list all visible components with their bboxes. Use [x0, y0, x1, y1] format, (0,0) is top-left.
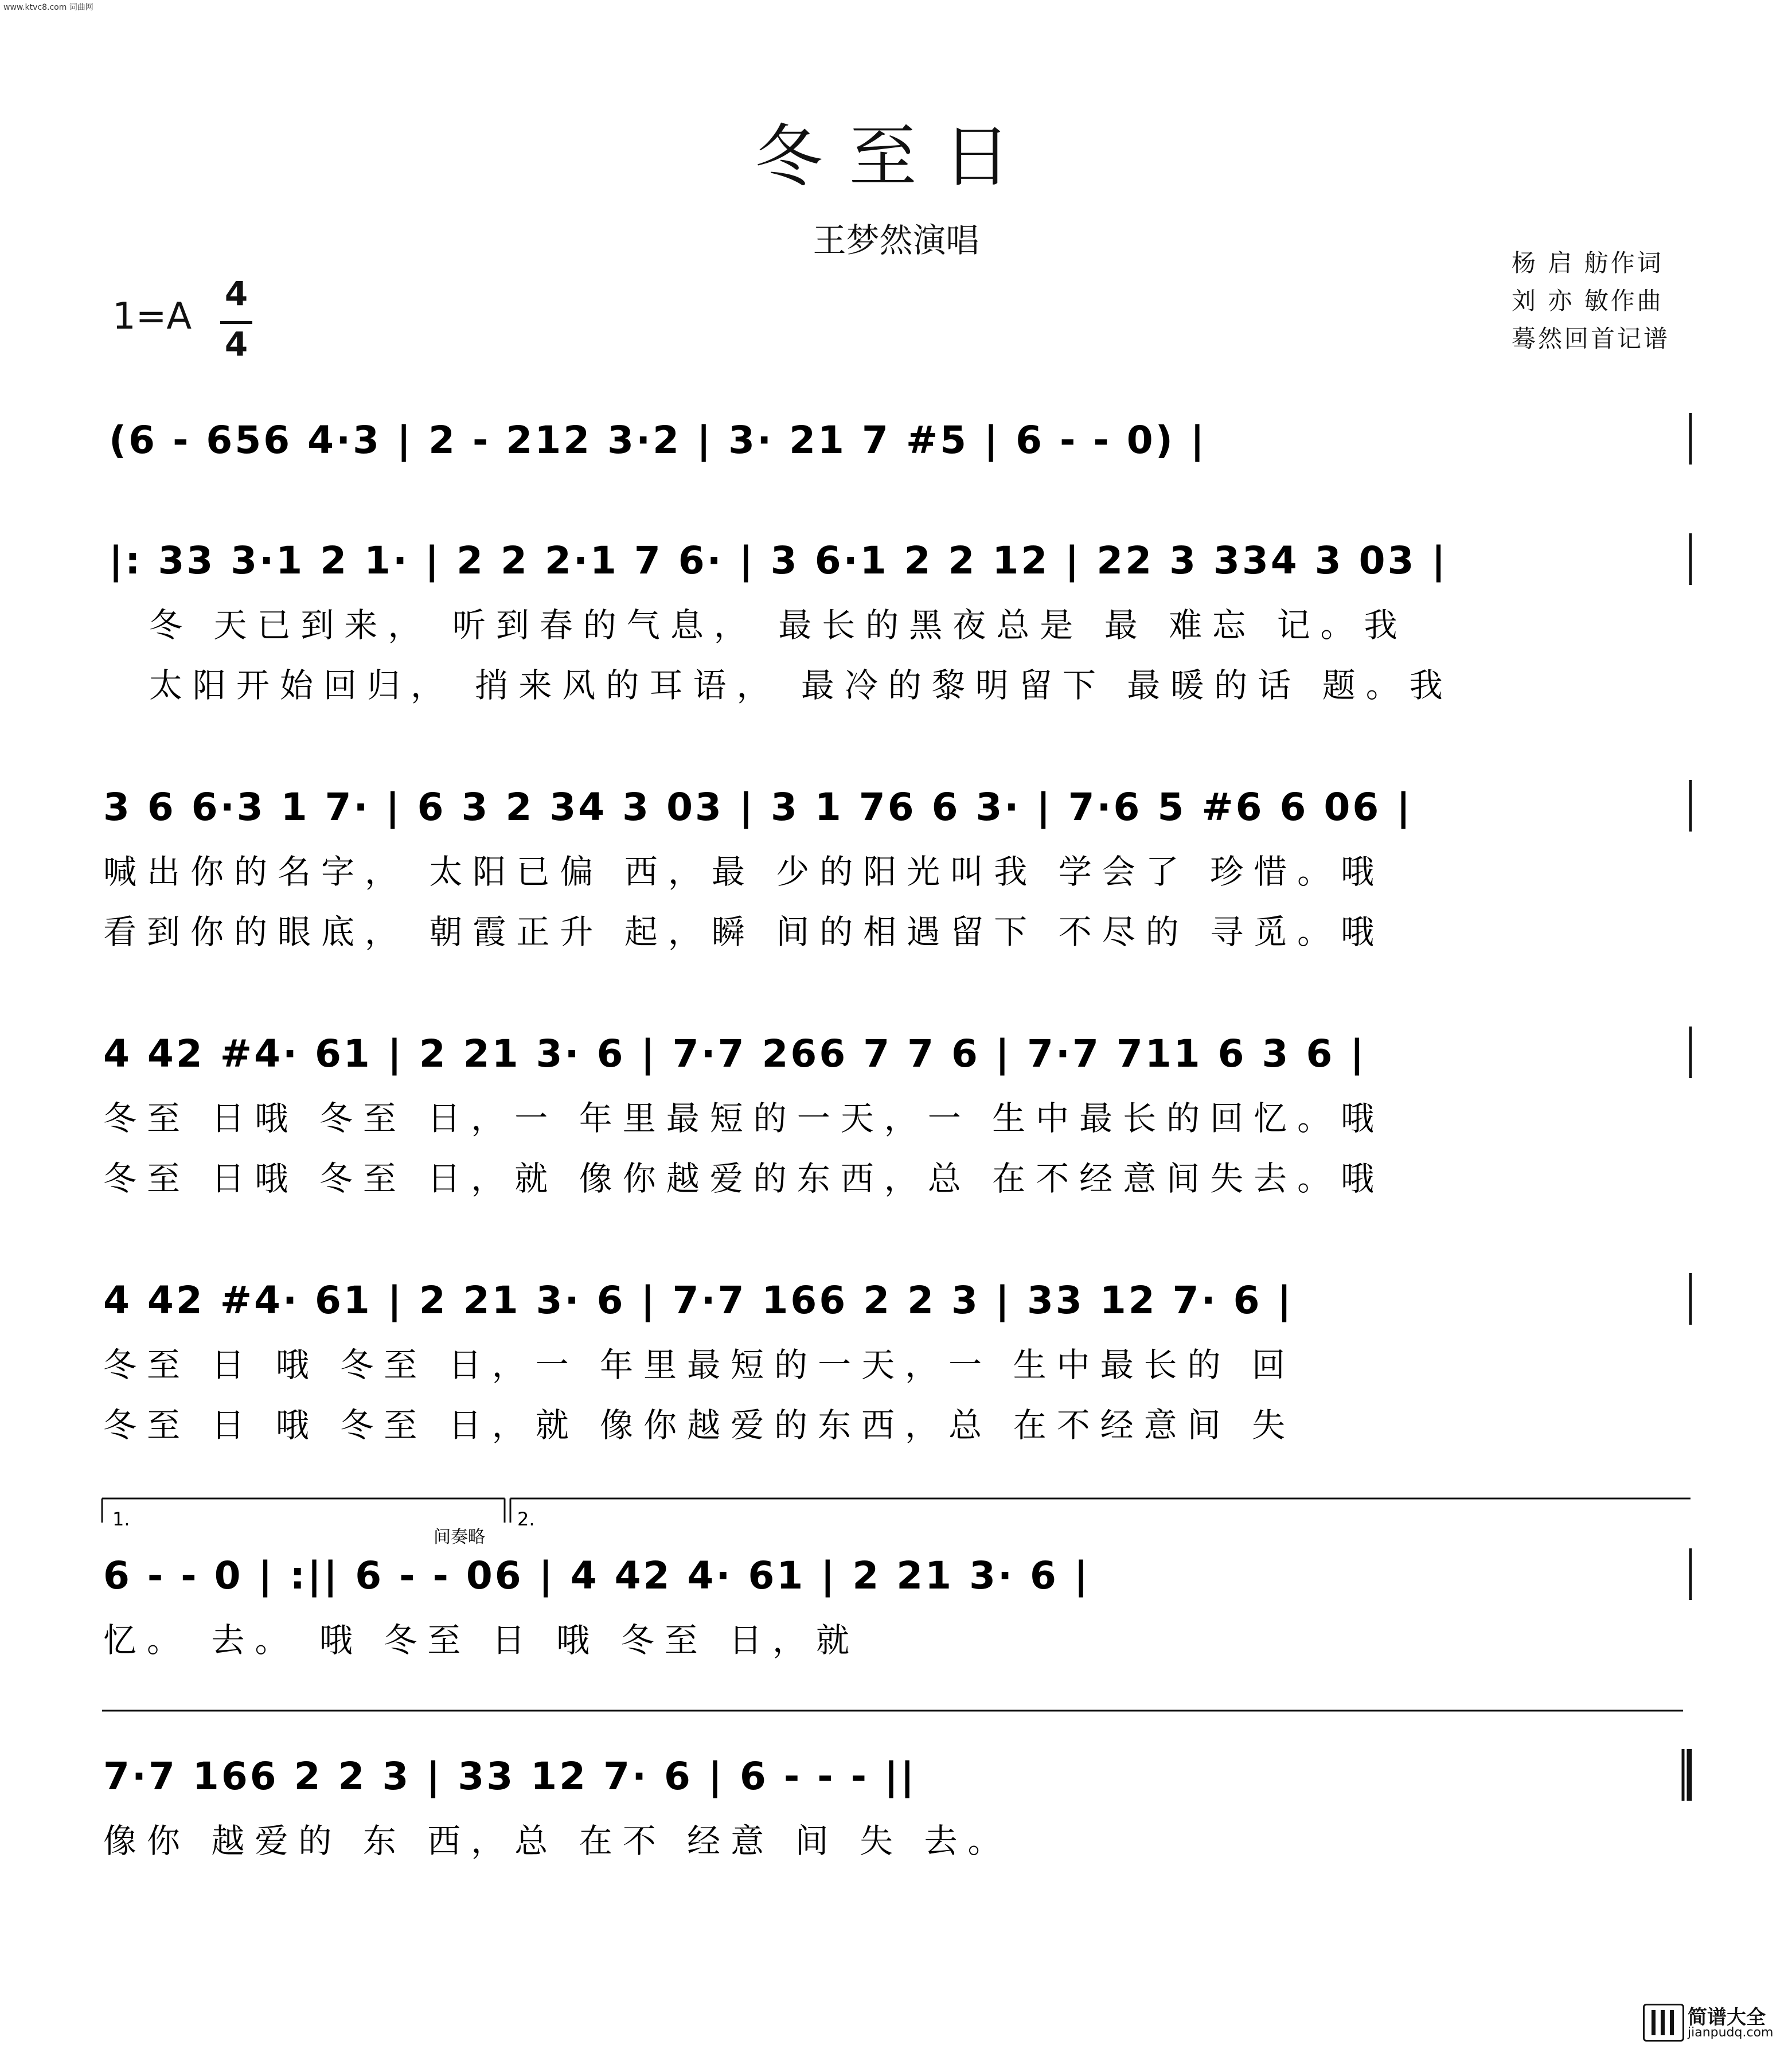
- song-title: 冬至日: [755, 117, 1037, 196]
- logo-domain: jianpudq.com: [1688, 2026, 1774, 2040]
- volta-brackets: [102, 1498, 1691, 1523]
- lyrics-row-4-verse-1: 冬至 日哦 冬至 日，一 年里最短的一天，一 生中最长的回忆。哦: [103, 1099, 1385, 1138]
- composer-credit: 刘 亦 敏作曲: [1512, 287, 1664, 315]
- lyrics-row-7: 像你 越爱的 东 西，总 在不 经意 间 失 去。: [103, 1821, 1012, 1860]
- performer-credit: 王梦然演唱: [813, 221, 979, 260]
- volta-2-label: 2.: [517, 1508, 535, 1530]
- lyrics-row-2-verse-1: 冬 天已到来， 听到春的气息， 最长的黑夜总是 最 难忘 记。我: [149, 606, 1408, 645]
- lyrics-row-3-verse-2: 看到你的眼底， 朝霞正升 起，瞬 间的相遇留下 不尽的 寻觅。哦: [103, 912, 1385, 951]
- lyrics-row-2-verse-2: 太阳开始回归， 捎来风的耳语， 最冷的黎明留下 最暖的话 题。我: [149, 666, 1453, 705]
- lyricist-credit: 杨 启 舫作词: [1512, 249, 1664, 277]
- logo-brand: 简谱大全: [1688, 2006, 1766, 2029]
- key-signature: 1=A: [112, 295, 192, 338]
- notes-row-6: 6 - - 0 | :|| 6 - - 06 | 4 42 4· 61 | 2 21 3· 6 |: [103, 1554, 1091, 1598]
- lyrics-row-3-verse-1: 喊出你的名字， 太阳已偏 西，最 少的阳光叫我 学会了 珍惜。哦: [103, 852, 1385, 891]
- time-signature-bottom: 4: [224, 325, 248, 364]
- transcriber-credit: 蓦然回首记谱: [1512, 325, 1670, 353]
- logo-bars-icon: [1643, 2004, 1684, 2042]
- lyrics-row-4-verse-2: 冬至 日哦 冬至 日，就 像你越爱的东西，总 在不经意间失去。哦: [103, 1159, 1385, 1198]
- interlude-note: 间奏略: [434, 1527, 485, 1547]
- barlines: [1683, 413, 1691, 1801]
- lyrics-row-6: 忆。 去。 哦 冬至 日 哦 冬至 日，就: [103, 1621, 860, 1660]
- time-signature-top: 4: [224, 274, 248, 313]
- volta-1-label: 1.: [112, 1508, 130, 1530]
- notes-row-4: 4 42 #4· 61 | 2 21 3· 6 | 7·7 266 7 7 6 | 7·7 711 6 3 6 |: [103, 1032, 1367, 1076]
- notes-row-5: 4 42 #4· 61 | 2 21 3· 6 | 7·7 166 2 2 3 | 33 12 7· 6 |: [103, 1278, 1294, 1322]
- lyrics-row-5-verse-1: 冬至 日 哦 冬至 日，一 年里最短的一天，一 生中最长的 回: [103, 1345, 1296, 1384]
- notes-row-1: (6 - 656 4·3 | 2 - 212 3·2 | 3· 21 7 #5 | 6 - - 0) |: [109, 418, 1207, 462]
- lyrics-row-5-verse-2: 冬至 日 哦 冬至 日，就 像你越爱的东西，总 在不经意间 失: [103, 1406, 1296, 1445]
- publisher-logo: [1643, 2001, 1786, 2042]
- site-url-watermark: www.ktvc8.com 词曲网: [3, 3, 93, 12]
- notes-row-2: |: 33 3·1 2 1· | 2 2 2·1 7 6· | 3 6·1 2 2 12 | 22 3 334 3 03 |: [109, 538, 1448, 583]
- notes-row-7: 7·7 166 2 2 3 | 33 12 7· 6 | 6 - - - ||: [103, 1754, 917, 1798]
- notes-row-3: 3 6 6·3 1 7· | 6 3 2 34 3 03 | 3 1 76 6 3· | 7·6 5 #6 6 06 |: [103, 785, 1413, 829]
